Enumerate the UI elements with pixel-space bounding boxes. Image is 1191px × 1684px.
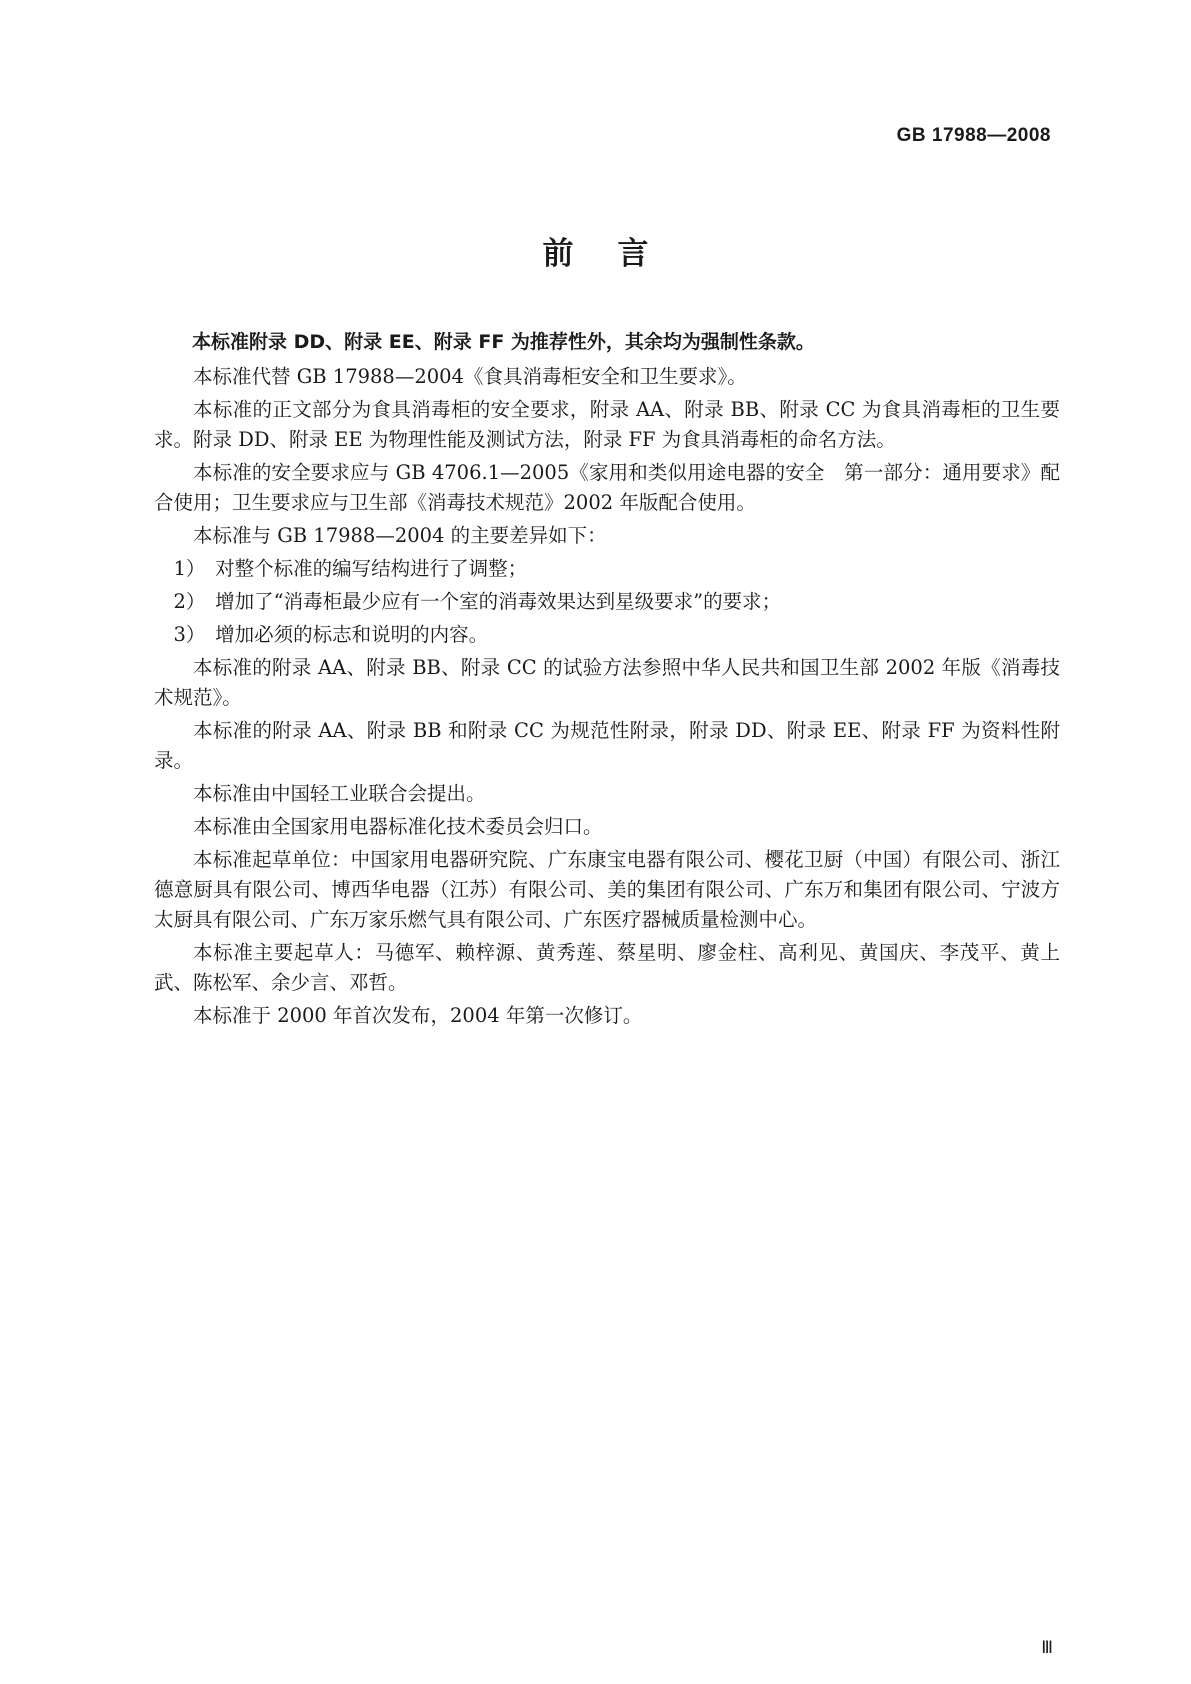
list-item: 1） 对整个标准的编写结构进行了调整； [173, 557, 528, 580]
mandatory-clause-statement: 本标准附录 DD、附录 EE、附录 FF 为推荐性外，其余均为强制性条款。 [192, 331, 815, 353]
list-item: 3） 增加必须的标志和说明的内容。 [173, 623, 489, 646]
paragraph-annex-types: 本标准的附录 AA、附录 BB 和附录 CC 为规范性附录，附录 DD、附录 EE、附录 FF 为资料性附录。 [154, 719, 1060, 772]
page-number: Ⅲ [1041, 1638, 1053, 1657]
paragraph-differences-intro: 本标准与 GB 17988—2004 的主要差异如下： [193, 524, 607, 547]
paragraph-centralized-by: 本标准由全国家用电器标准化技术委员会归口。 [193, 815, 603, 838]
paragraph-drafters: 本标准主要起草人：马德军、赖梓源、黄秀莲、蔡星明、廖金柱、高利见、黄国庆、李茂平、黄上武、陈松军、余少言、邓哲。 [154, 941, 1060, 994]
foreword-body [154, 327, 1060, 1034]
standard-code: GB 17988—2008 [896, 125, 1051, 146]
list-item: 2） 增加了“消毒柜最少应有一个室的消毒效果达到星级要求”的要求； [173, 590, 782, 613]
paragraph-proposed-by: 本标准由中国轻工业联合会提出。 [193, 782, 486, 805]
paragraph-replaces: 本标准代替 GB 17988—2004《食具消毒柜安全和卫生要求》。 [193, 365, 747, 388]
paragraph-test-methods: 本标准的附录 AA、附录 BB、附录 CC 的试验方法参照中华人民共和国卫生部 2002 年版《消毒技术规范》。 [154, 656, 1060, 709]
paragraph-history: 本标准于 2000 年首次发布，2004 年第一次修订。 [193, 1004, 643, 1027]
paragraph-drafting-units: 本标准起草单位：中国家用电器研究院、广东康宝电器有限公司、樱花卫厨（中国）有限公司、浙江德意厨具有限公司、博西华电器（江苏）有限公司、美的集团有限公司、广东万和集团有限公司、宁波方太厨具有限公司、广东万家乐燃气具有限公司、广东医疗器械质量检测中心。 [154, 848, 1060, 931]
paragraph-related-standards: 本标准的安全要求应与 GB 4706.1—2005《家用和类似用途电器的安全 第一部分：通用要求》配合使用；卫生要求应与卫生部《消毒技术规范》2002 年版配合使用。 [154, 461, 1060, 514]
page-title: 前言 [542, 236, 693, 272]
paragraph-structure: 本标准的正文部分为食具消毒柜的安全要求，附录 AA、附录 BB、附录 CC 为食具消毒柜的卫生要求。附录 DD、附录 EE 为物理性能及测试方法，附录 FF 为食具消毒柜的命名方法。 [154, 398, 1060, 451]
